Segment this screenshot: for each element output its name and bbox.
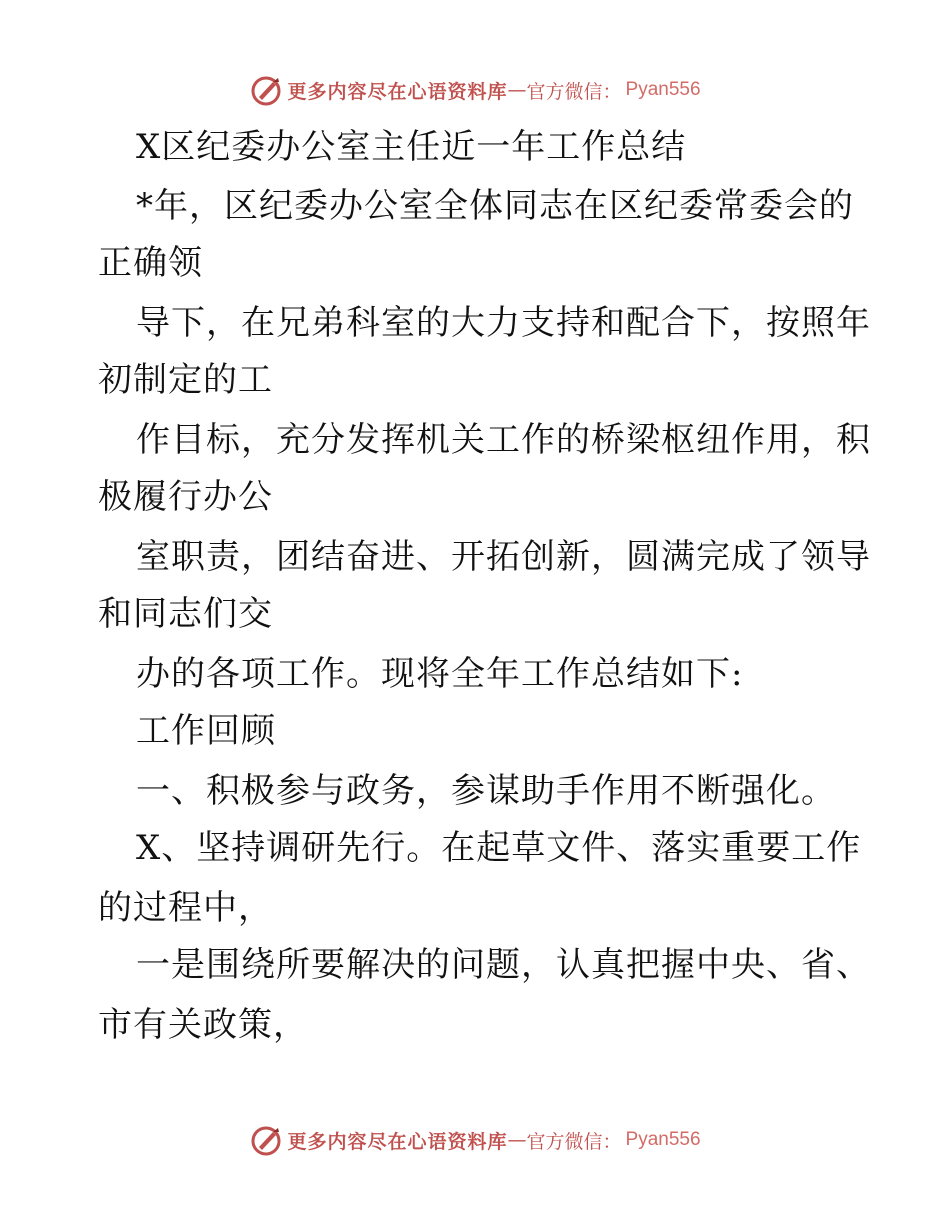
paragraph-line: 初制定的工: [98, 360, 273, 400]
watermark-colon: ：: [602, 1130, 622, 1153]
paragraph-line: 和同志们交: [98, 594, 273, 634]
watermark-dash: —: [507, 1129, 527, 1151]
watermark-text: 更多内容尽在心语资料库: [287, 1130, 508, 1153]
watermark-text: 更多内容尽在心语资料库: [287, 80, 508, 103]
paragraph-line: 极履行办公: [98, 477, 273, 517]
brand-logo-icon: [249, 1123, 283, 1157]
paragraph-line: X、坚持调研先行。在起草文件、落实重要工作: [136, 828, 862, 868]
watermark-colon: ：: [602, 80, 622, 103]
paragraph-line: 的过程中，: [98, 888, 273, 928]
watermark-wechat-label: 官方微信: [526, 1130, 603, 1153]
paragraph-line: 正确领: [98, 243, 203, 283]
document-title: X区纪委办公室主任近一年工作总结: [136, 127, 687, 167]
watermark-handle: Pyan556: [625, 79, 701, 100]
paragraph-line: 市有关政策，: [98, 1005, 308, 1045]
paragraph-line: 办的各项工作。现将全年工作总结如下:: [136, 654, 744, 694]
watermark-banner-bottom: [0, 1120, 950, 1160]
watermark-wechat-label: 官方微信: [526, 80, 603, 103]
paragraph-line: 导下，在兄弟科室的大力支持和配合下，按照年: [136, 303, 871, 343]
watermark-dash: —: [507, 79, 527, 101]
paragraph-line: 作目标，充分发挥机关工作的桥梁枢纽作用，积: [136, 420, 871, 460]
brand-logo-icon: [249, 73, 283, 107]
paragraph-line: 室职责，团结奋进、开拓创新，圆满完成了领导: [136, 537, 871, 577]
subsection-heading: 一、积极参与政务，参谋助手作用不断强化。: [136, 771, 836, 811]
watermark-banner-top: [0, 70, 950, 110]
section-heading: 工作回顾: [136, 711, 276, 751]
watermark-handle: Pyan556: [625, 1129, 701, 1150]
paragraph-line: 一是围绕所要解决的问题，认真把握中央、省、: [136, 945, 871, 985]
paragraph-line: *年，区纪委办公室全体同志在区纪委常委会的: [136, 186, 854, 226]
